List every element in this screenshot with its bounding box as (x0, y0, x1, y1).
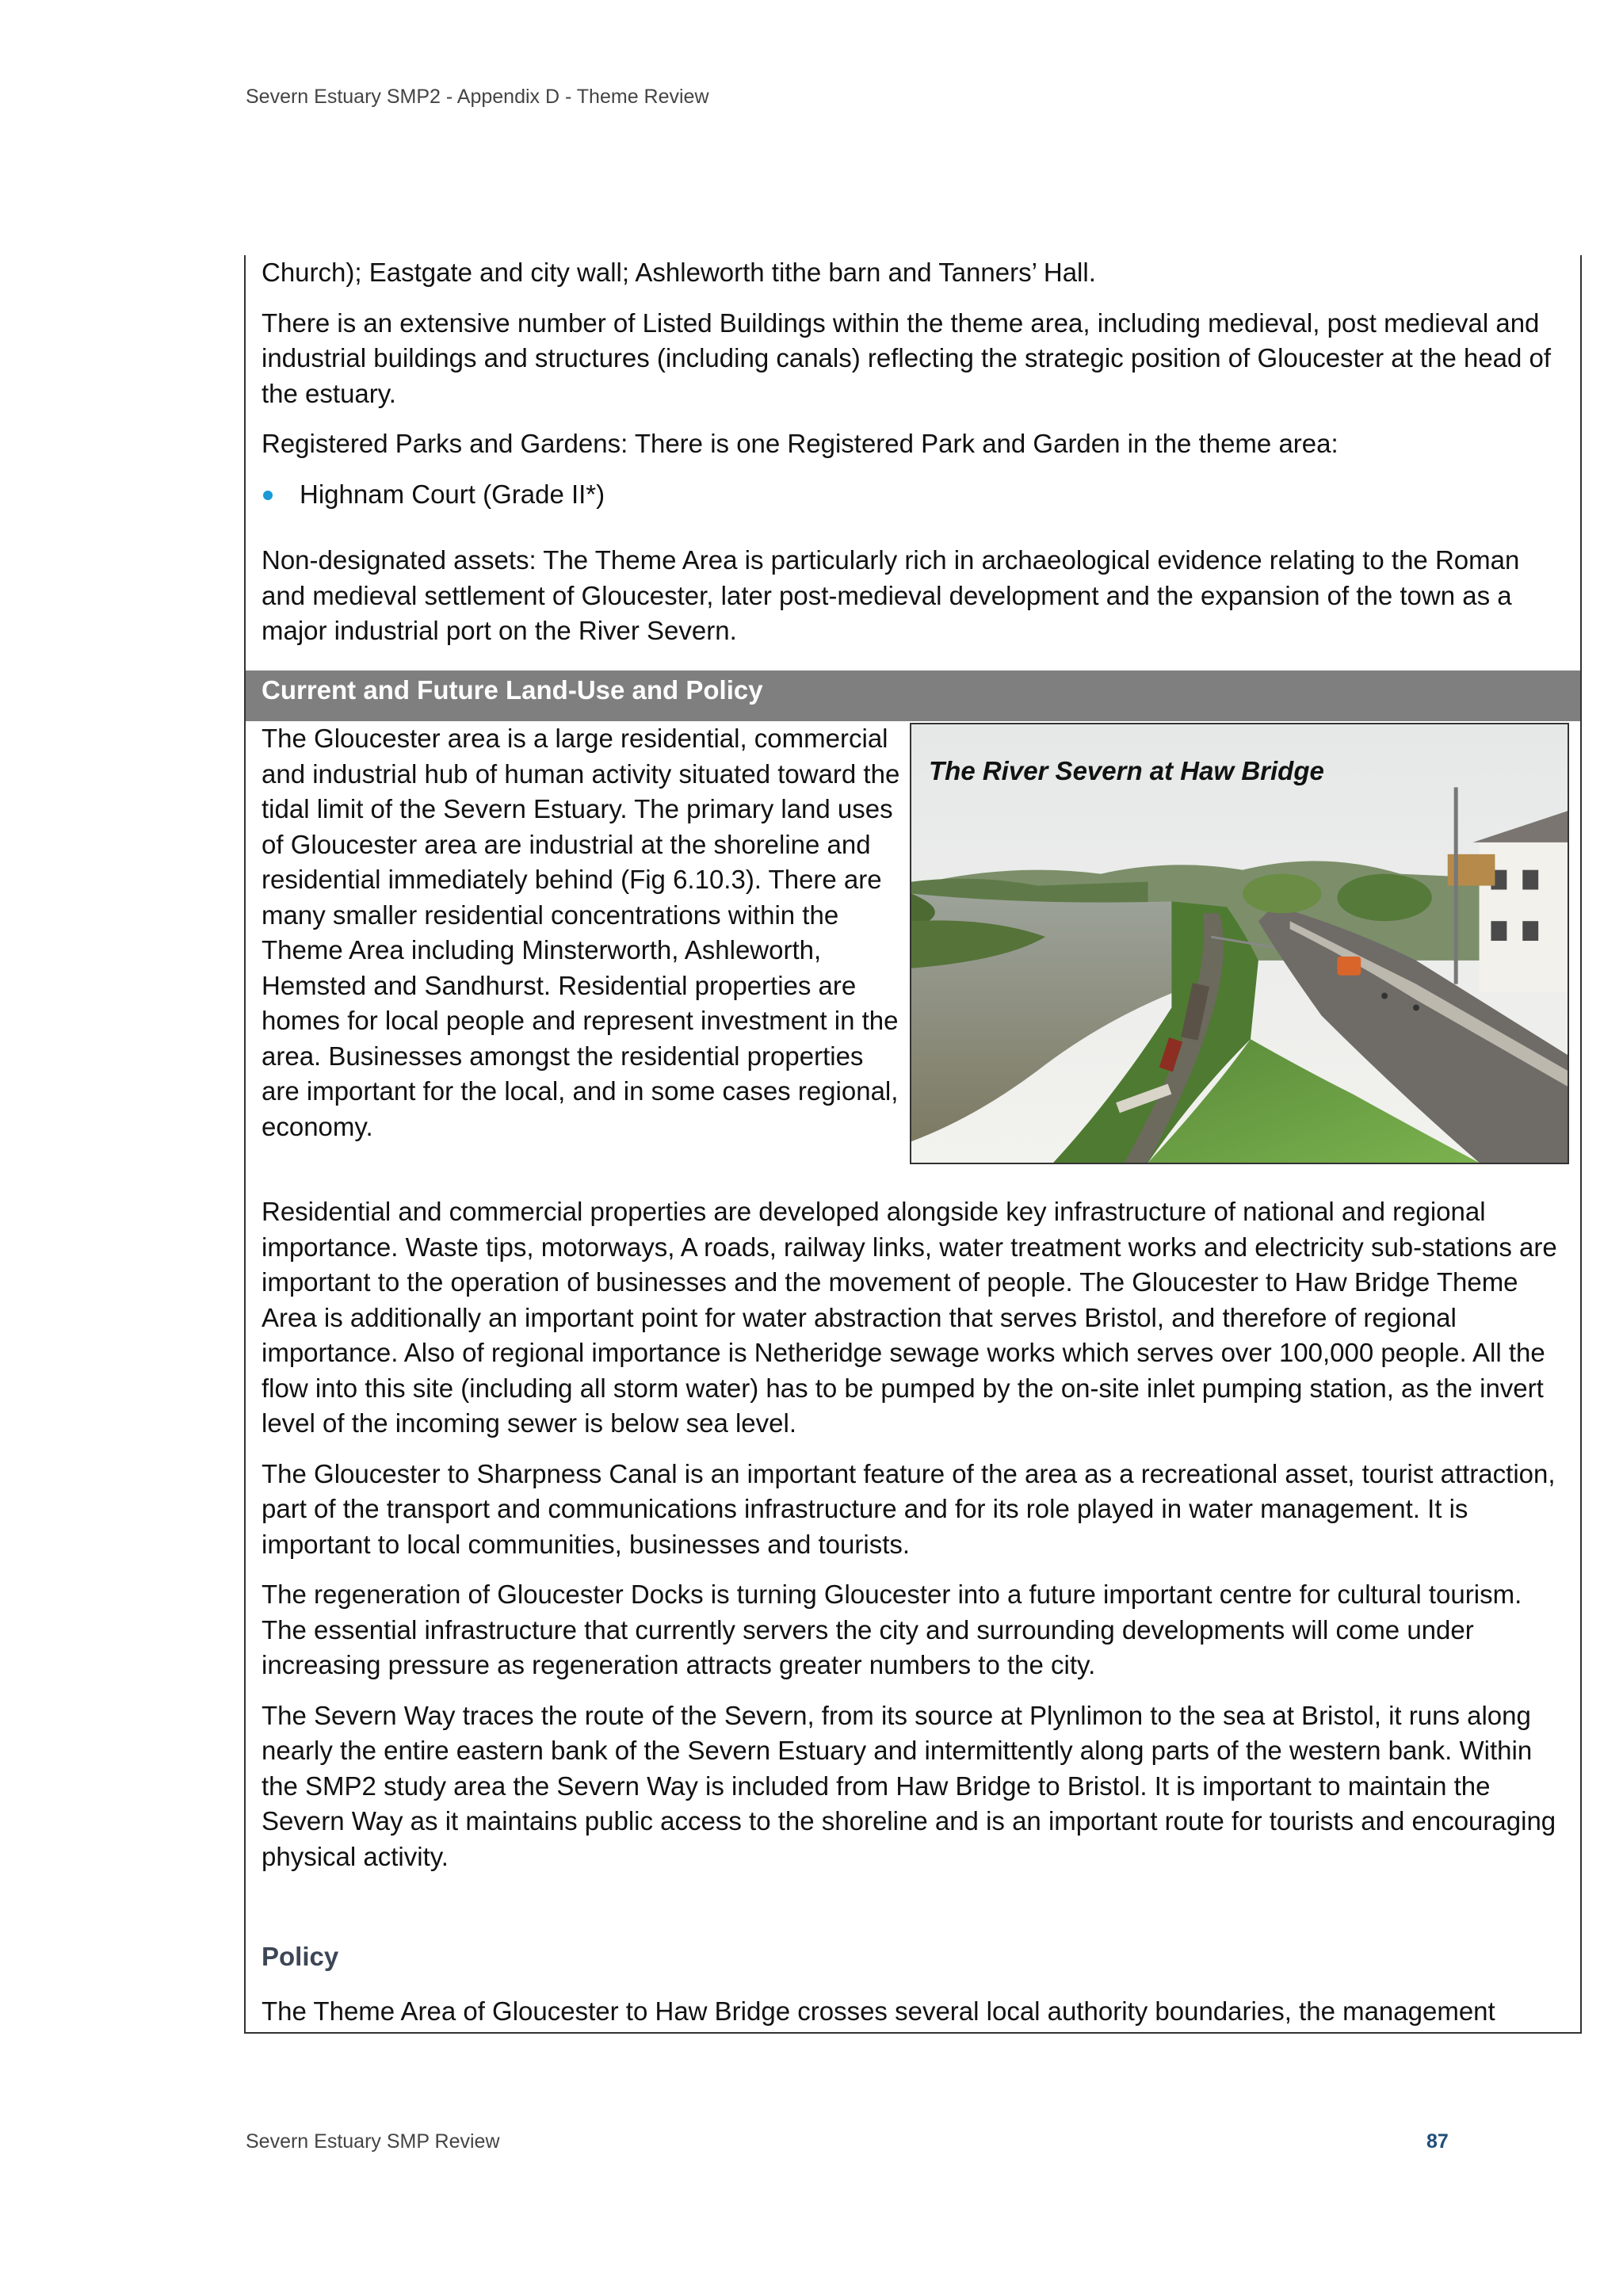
parks-gardens-list (262, 477, 1564, 513)
paragraph-docks-regeneration: The regeneration of Gloucester Docks is turning Gloucester into a future important centre for cultural tourism. The essential infrastructure that currently servers the city and surrounding developments will come under increasing pressure as regeneration attracts greater numbers to the city. (262, 1580, 1522, 1679)
paragraph-canal: The Gloucester to Sharpness Canal is an important feature of the area as a recreational asset, tourist attraction, part of the transport and communications infrastructure and for its role played in water management. It is important to local communities, businesses and tourists. (262, 1458, 1556, 1559)
landuse-section (262, 1194, 1564, 1889)
theme-review-table (244, 255, 1582, 2034)
photo-caption: The River Severn at Haw Bridge (929, 756, 1324, 785)
running-header: Severn Estuary SMP2 - Appendix D - Theme Review (246, 86, 709, 108)
list-item-text: Highnam Court (Grade II*) (300, 479, 605, 509)
list-item (262, 477, 1564, 513)
heritage-section (262, 255, 1564, 664)
section-heading-bar (246, 670, 1580, 721)
paragraph-parks-gardens: Registered Parks and Gardens: There is one Registered Park and Garden in the theme area: (262, 429, 1338, 458)
river-photo-illustration (911, 724, 1568, 1163)
river-severn-photo (910, 723, 1569, 1164)
footer-title: Severn Estuary SMP Review (246, 2130, 500, 2153)
page-number: 87 (1426, 2130, 1449, 2153)
paragraph-non-designated-assets: Non-designated assets: The Theme Area is particularly rich in archaeological evidence relating to the Roman and medieval settlement of Gloucester, later post-medieval development and the expansion of the town as a major industrial port on the River Severn. (262, 545, 1520, 645)
policy-section (262, 1994, 1564, 2030)
paragraph-heritage-continued: Church); Eastgate and city wall; Ashleworth tithe barn and Tanners’ Hall. (262, 258, 1096, 287)
landuse-intro-column (262, 721, 903, 1144)
section-heading: Current and Future Land-Use and Policy (262, 675, 763, 705)
bullet-icon (263, 491, 273, 500)
paragraph-gloucester-area: The Gloucester area is a large residential, commercial and industrial hub of human activity situated toward the tidal limit of the Severn Estuary. The primary land uses of Gloucester area are industrial at the shoreline and residential immediately behind (Fig 6.10.3). There are many smaller residential concentrations within the Theme Area including Minsterworth, Ashleworth, Hemsted and Sandhurst. Residential properties are homes for local people and represent investment in the area. Businesses amongst the residential properties are important for the local, and in some cases regional, economy. (262, 724, 900, 1141)
paragraph-listed-buildings: There is an extensive number of Listed Buildings within the theme area, including medieval, post medieval and industrial buildings and structures (including canals) reflecting the strategic position of Gloucester at the head of the estuary. (262, 308, 1552, 408)
paragraph-policy: The Theme Area of Gloucester to Haw Bridge crosses several local authority boundaries, the management (262, 1996, 1495, 2026)
paragraph-infrastructure: Residential and commercial properties are developed alongside key infrastructure of national and regional importance. Waste tips, motorways, A roads, railway links, water treatment works and electricity sub-stations are important to the operation of businesses and the movement of people. The Gloucester to Haw Bridge Theme Area is additionally an important point for water abstraction that serves Bristol, and therefore of regional importance. Also of regional importance is Netheridge sewage works which serves over 100,000 people. All the flow into this site (including all storm water) has to be pumped by the on-site inlet pumping station, as the invert level of the incoming sewer is below sea level. (262, 1197, 1557, 1438)
policy-heading: Policy (262, 1942, 339, 1971)
paragraph-severn-way: The Severn Way traces the route of the Severn, from its source at Plynlimon to the sea at Bristol, it runs along nearly the entire eastern bank of the Severn Estuary and intermittently along parts of the western bank. Within the SMP2 study area the Severn Way is included from Haw Bridge to Bristol. It is important to maintain the Severn Way as it maintains public access to the shoreline and is an important route for tourists and encouraging physical activity. (262, 1700, 1556, 1871)
